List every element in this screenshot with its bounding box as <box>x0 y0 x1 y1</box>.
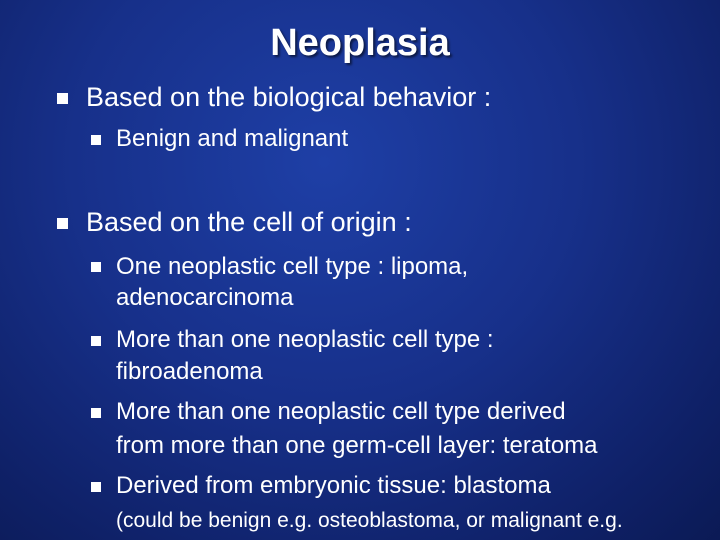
slide-title: Neoplasia <box>270 22 450 64</box>
list-item-continuation: from more than one germ-cell layer: teratoma <box>116 432 598 459</box>
bullet-icon <box>91 482 101 492</box>
list-item-note: (could be benign e.g. osteoblastoma, or malignant e.g. <box>116 509 623 532</box>
list-item: More than one neoplastic cell type : <box>116 326 494 353</box>
list-item-continuation: adenocarcinoma <box>116 284 294 311</box>
list-item: Benign and malignant <box>116 125 349 152</box>
list-item: Derived from embryonic tissue: blastoma <box>116 472 551 499</box>
list-item: More than one neoplastic cell type derived <box>116 398 566 425</box>
bullet-icon <box>91 262 101 272</box>
bullet-icon <box>91 336 101 346</box>
list-item-continuation: fibroadenoma <box>116 358 263 385</box>
section-heading: Based on the biological behavior : <box>86 82 492 112</box>
section-heading: Based on the cell of origin : <box>86 207 412 237</box>
bullet-icon <box>57 93 68 104</box>
bullet-icon <box>91 408 101 418</box>
bullet-icon <box>91 135 101 145</box>
list-item: One neoplastic cell type : lipoma, <box>116 253 469 280</box>
bullet-icon <box>57 218 68 229</box>
